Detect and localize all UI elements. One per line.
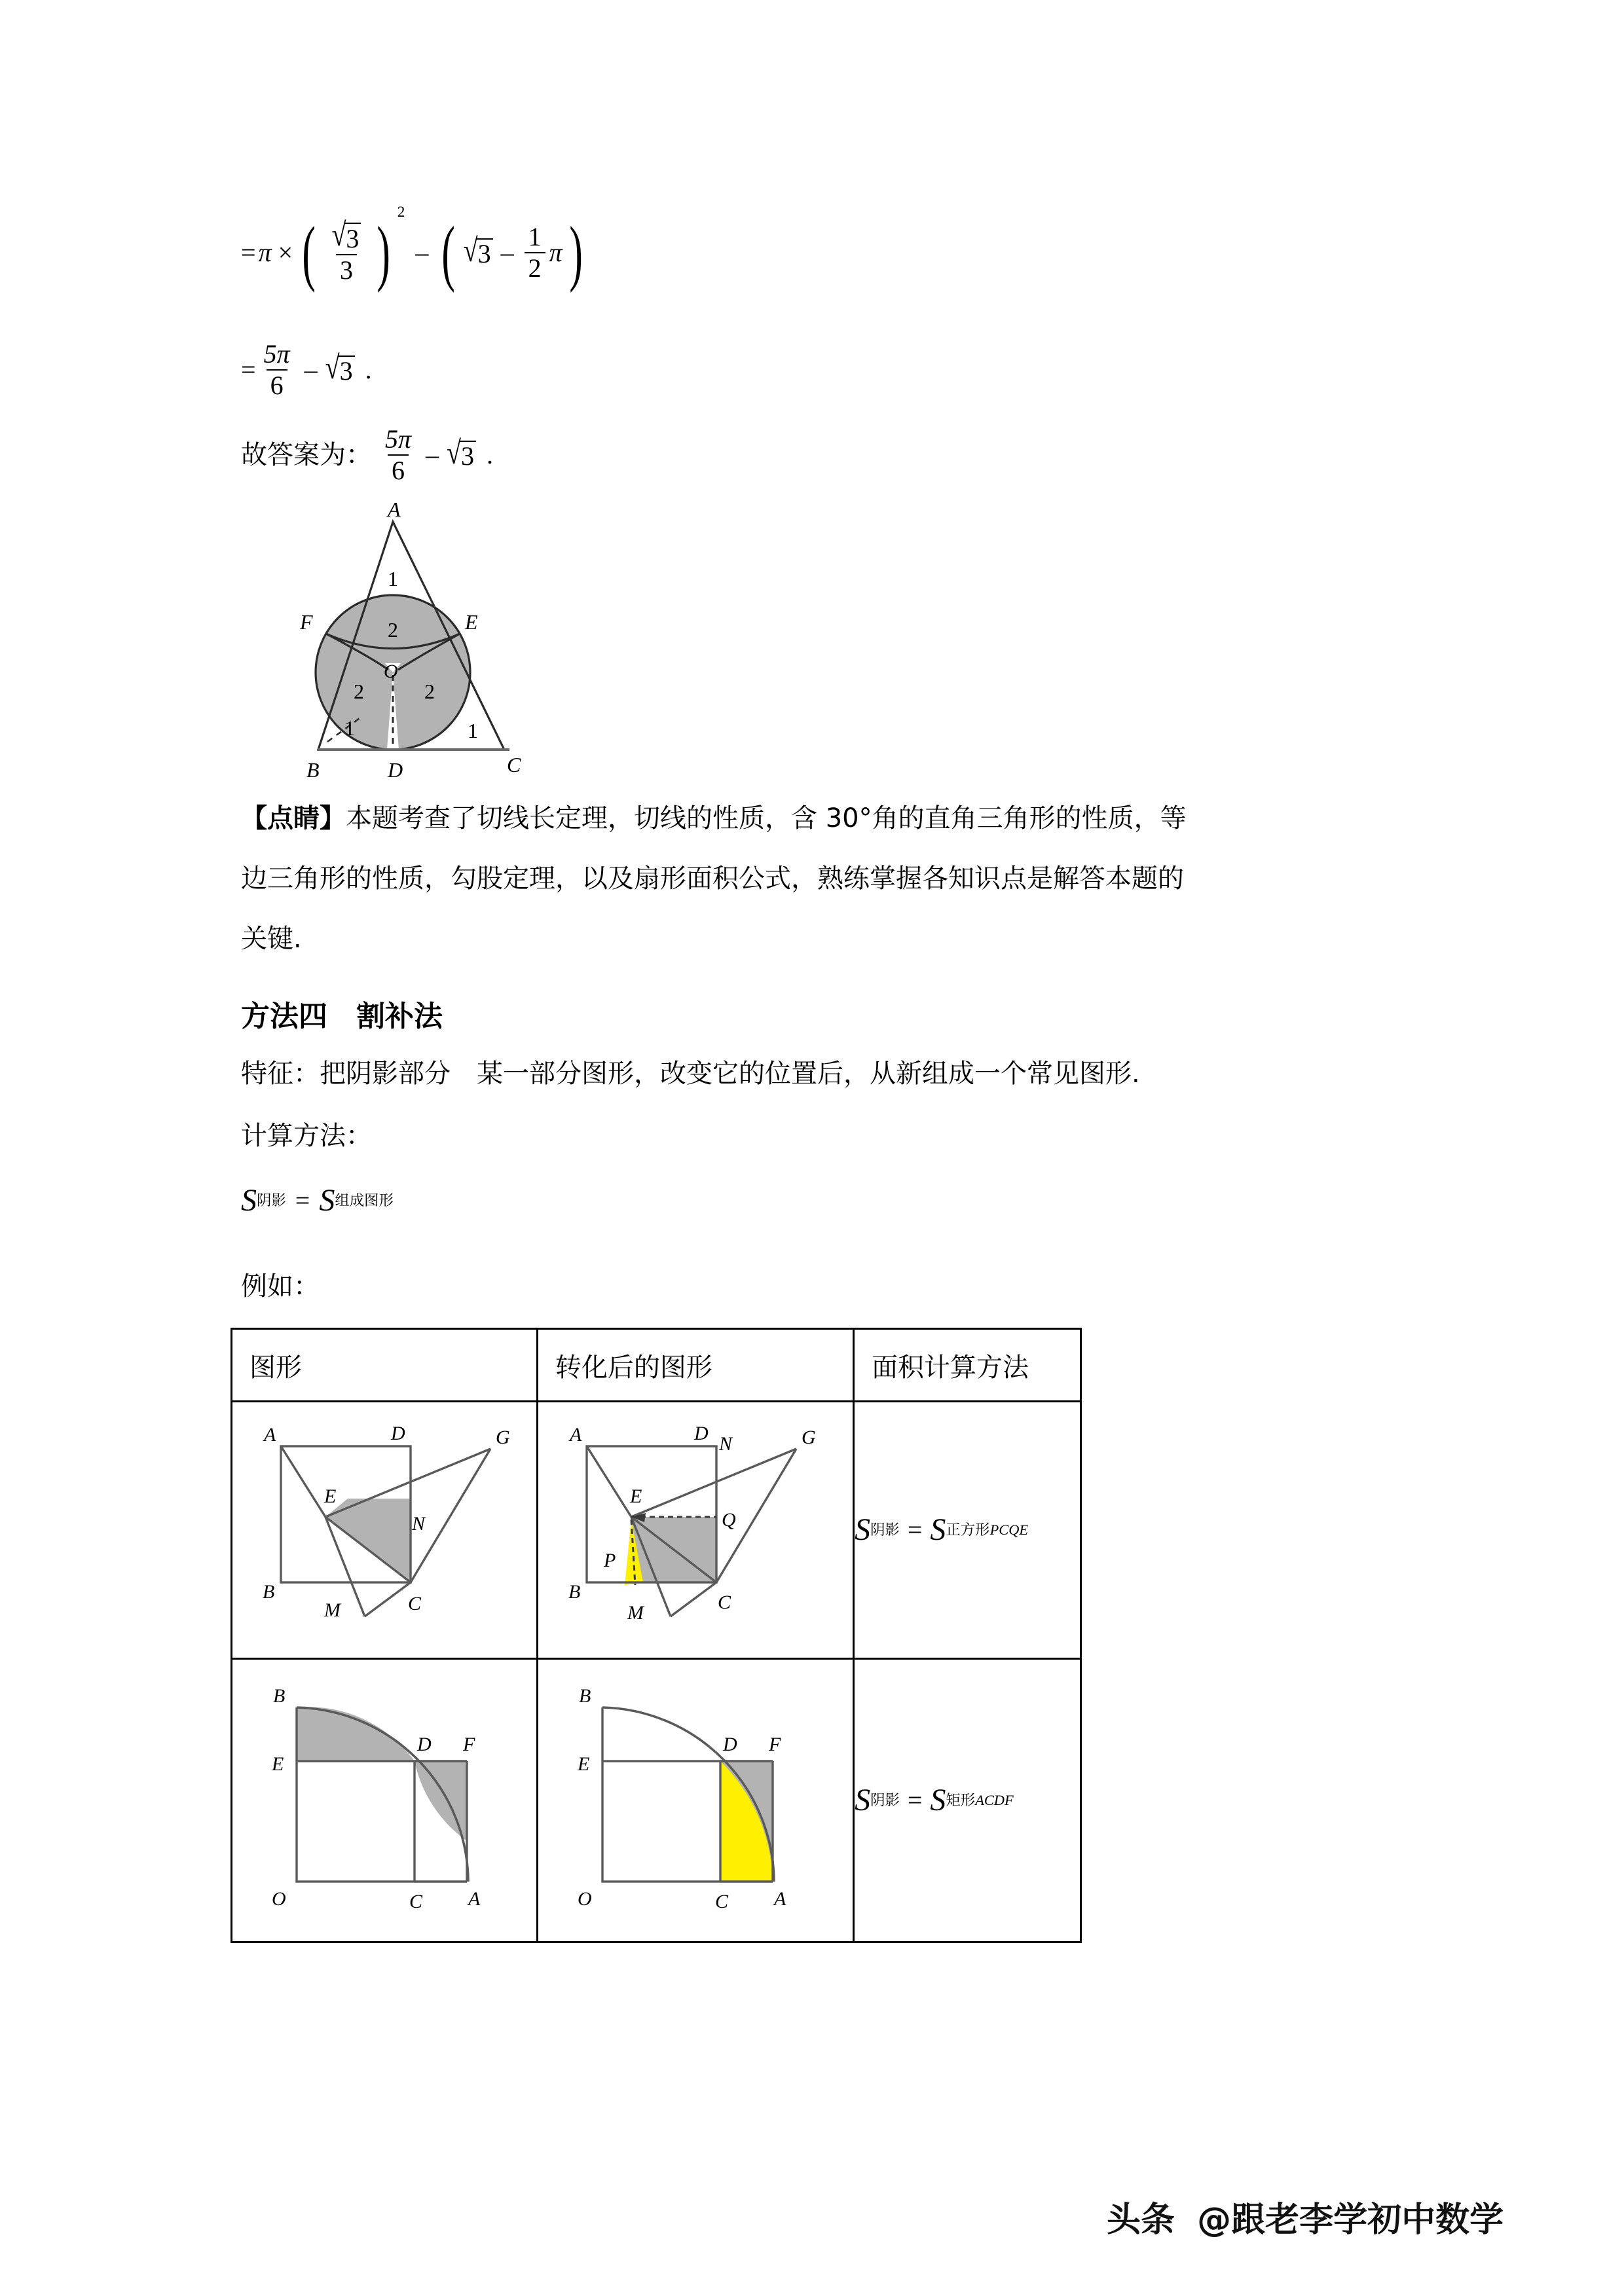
line-E-G [631, 1449, 796, 1517]
method-formula: S 阴影 = S 组成图形 [241, 1183, 394, 1218]
label-D: D [391, 1423, 405, 1444]
footer-watermark [1107, 2192, 1504, 2241]
s-symbol-2: S [319, 1183, 335, 1218]
fraction-numerator-2: 5π [263, 339, 290, 369]
cell-figure-1 [232, 1402, 538, 1659]
minus-sign-3: – [304, 355, 318, 384]
line-ext-C [365, 1582, 411, 1616]
fraction-sqrt3-over-3 [326, 215, 366, 285]
feature-text: 把阴影部分 某一部分图形，改变它的位置后，从新组成一个常见图形. [320, 1059, 1140, 1089]
answer-prefix: 故答案为： [241, 440, 372, 470]
region-label-inner-top: 2 [388, 618, 398, 642]
region-label-inner-right: 2 [424, 680, 435, 703]
table-header-figure: 图形 [232, 1329, 538, 1402]
footer-platform: 头条 [1107, 2200, 1175, 2240]
label-F: F [300, 610, 313, 634]
label-C: C [408, 1593, 422, 1614]
s-symbol-2: S [930, 1512, 946, 1547]
label-D: D [722, 1734, 737, 1755]
pi-symbol-2: π [549, 238, 563, 267]
equation-line-1: = π × ( √ 3 3 ) 2 – ( √ 3 – $\frac{1}{2}$ π ) [241, 204, 583, 293]
label-G: G [801, 1427, 816, 1448]
s-symbol-2: S [930, 1783, 946, 1817]
region-label-outer-left: 1 [344, 716, 355, 740]
label-E: E [272, 1753, 284, 1775]
quarter-circle-figure [259, 1677, 534, 1939]
half-numerator: 1 [528, 222, 542, 251]
label-A: A [468, 1888, 481, 1910]
period-1: . [365, 355, 372, 384]
cell-transformed-2 [537, 1659, 853, 1942]
times-sign: × [278, 238, 293, 267]
label-C: C [717, 1592, 731, 1613]
equation-line-2 [241, 340, 372, 399]
label-B: B [568, 1581, 581, 1603]
label-O: O [577, 1888, 592, 1910]
label-E: E [629, 1485, 642, 1507]
label-C: C [409, 1891, 423, 1912]
label-M: M [627, 1602, 644, 1624]
s-symbol-1: S [855, 1783, 871, 1817]
line-ext-C [671, 1582, 716, 1616]
equilateral-triangle-incircle-figure [249, 494, 537, 782]
shaded-region-top [297, 1707, 415, 1761]
table-header-transformed: 转化后的图形 [537, 1329, 853, 1402]
rect-OCDE [602, 1761, 720, 1882]
label-B: B [578, 1685, 591, 1707]
fraction-one-half [525, 223, 545, 282]
line-A-E [281, 1446, 325, 1517]
equals-sign-formula: = [295, 1186, 310, 1215]
dianjing-line-3: 关键. [241, 924, 302, 954]
label-B: B [273, 1685, 286, 1707]
line-A-E [587, 1446, 631, 1517]
equals-sign: = [241, 238, 256, 267]
fraction-numerator-3: 5π [385, 424, 412, 454]
dianjing-text-1: 本题考查了切线长定理，切线的性质，含 30°角的直角三角形的性质，等 [346, 803, 1187, 833]
examples-table [231, 1328, 1082, 1943]
fraction-5pi-over-6-answer [381, 426, 415, 484]
table-row [232, 1402, 1081, 1659]
label-A: A [773, 1888, 786, 1910]
equation-line-3 [241, 426, 493, 484]
formula-row-1: S 阴影 = S 正方形 PCQE [855, 1512, 1029, 1547]
label-O: O [272, 1888, 286, 1910]
sqrt-symbol-2: √ 3 [464, 238, 493, 267]
close-paren-2: ) [569, 212, 583, 293]
rect-OCDE [297, 1761, 415, 1882]
cell-figure-2 [232, 1659, 538, 1942]
label-O: O [384, 661, 398, 682]
table-row [232, 1659, 1081, 1942]
minus-sign-4: – [426, 440, 439, 469]
table-header-row [232, 1329, 1081, 1402]
label-C: C [714, 1891, 728, 1912]
period-2: . [487, 440, 493, 469]
fraction-numerator [326, 215, 366, 254]
label-D: D [693, 1423, 709, 1444]
region-label-outer-top: 1 [388, 567, 398, 591]
open-paren-2: ( [441, 212, 456, 293]
region-label-inner-left: 2 [354, 680, 364, 703]
triangle-svg [249, 494, 537, 782]
dianjing-line-2: 边三角形的性质，勾股定理，以及扇形面积公式，熟练掌握各知识点是解答本题的 [241, 864, 1184, 894]
label-N: N [412, 1513, 426, 1535]
label-F: F [463, 1734, 475, 1755]
cell-transformed-1 [537, 1402, 853, 1659]
calc-method-label: 计算方法： [241, 1121, 372, 1151]
region-label-outer-right: 1 [468, 719, 478, 742]
square-triangles-figure [248, 1420, 523, 1649]
dianjing-tag: 【点睛】 [241, 803, 346, 833]
label-E: E [577, 1753, 590, 1775]
label-G: G [496, 1427, 510, 1448]
label-E: E [465, 610, 478, 634]
dianjing-line-1 [241, 805, 1187, 831]
pi-symbol: π [258, 238, 272, 267]
equals-sign: = [907, 1785, 923, 1815]
s-symbol-1: S [241, 1183, 257, 1218]
fraction-5pi-over-6 [260, 340, 294, 399]
label-B: B [306, 758, 320, 782]
close-paren: ) [377, 212, 391, 293]
sqrt-symbol: √ 3 [331, 223, 361, 253]
equals-sign-2: = [241, 355, 256, 384]
method-heading: 方法四 割补法 [241, 1000, 443, 1033]
label-F: F [768, 1734, 781, 1755]
label-Q: Q [721, 1509, 736, 1531]
cell-formula-2 [854, 1659, 1081, 1942]
label-C: C [507, 753, 521, 776]
quarter-circle-transformed-figure [564, 1677, 846, 1939]
label-A: A [569, 1424, 582, 1446]
fraction-denominator-3: 6 [388, 454, 409, 484]
minus-sign-2: – [500, 238, 514, 267]
feature-line [241, 1061, 1140, 1087]
label-P: P [603, 1550, 616, 1571]
fraction-denominator-2: 6 [267, 369, 287, 399]
minus-sign: – [415, 238, 429, 267]
example-label: 例如： [241, 1271, 320, 1302]
sqrt-symbol-3: √ 3 [325, 355, 355, 384]
feature-label: 特征： [241, 1059, 320, 1089]
formula-row-2: S 阴影 = S 矩形 ACDF [855, 1783, 1014, 1817]
table-header-formula: 面积计算方法 [854, 1329, 1081, 1402]
label-A: A [264, 1424, 276, 1446]
label-N: N [718, 1433, 732, 1455]
label-D: D [417, 1734, 432, 1755]
square-triangles-transformed-figure [554, 1420, 836, 1649]
equals-sign: = [907, 1515, 923, 1544]
sqrt-symbol-4: √ 3 [447, 441, 476, 469]
label-B: B [263, 1581, 275, 1603]
s-symbol-1: S [855, 1512, 871, 1547]
footer-handle: @跟老李学初中数学 [1197, 2200, 1504, 2240]
label-A: A [388, 498, 401, 521]
label-E: E [324, 1485, 337, 1507]
open-paren: ( [302, 212, 316, 293]
fraction-denominator: 3 [336, 254, 357, 284]
label-M: M [324, 1599, 341, 1621]
label-D: D [388, 758, 403, 782]
cell-formula-1 [854, 1402, 1081, 1659]
half-denominator: 2 [525, 252, 545, 282]
